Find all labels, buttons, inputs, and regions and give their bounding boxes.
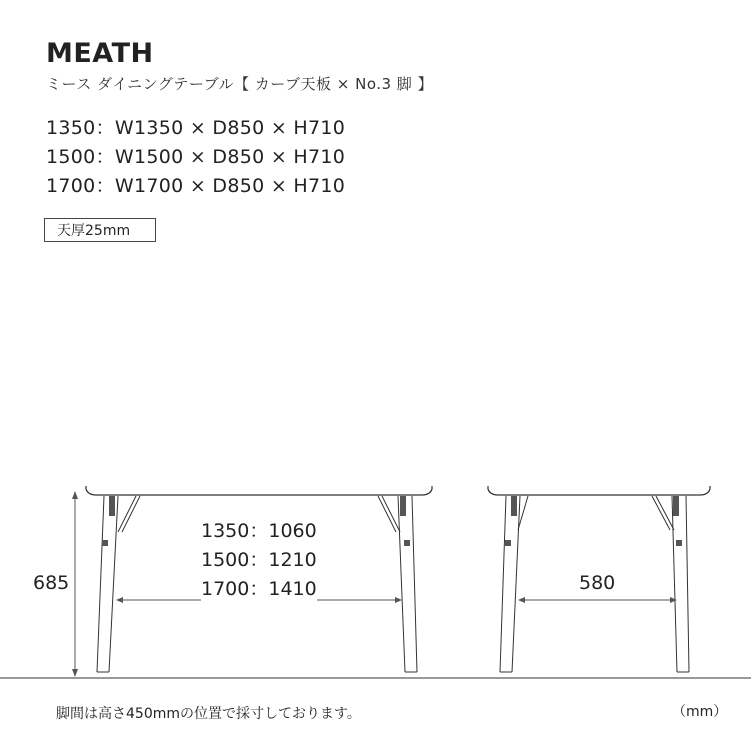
side-left-leg (500, 496, 528, 672)
height-dimension (72, 491, 78, 677)
unit-label: （mm） (672, 704, 728, 720)
side-tabletop (488, 486, 710, 495)
size-list (46, 114, 345, 201)
product-subtitle: ミース ダイニングテーブル【 カーブ天板 × No.3 脚 】 (46, 75, 434, 93)
side-right-leg (652, 496, 689, 672)
measurement-note: 脚間は高さ450mmの位置で採寸しております。 (56, 706, 361, 722)
front-span-value: 1500：1210 (201, 549, 317, 571)
front-span-value: 1700：1410 (201, 578, 317, 600)
side-span-label: 580 (579, 572, 616, 594)
front-span-value: 1350：1060 (201, 520, 317, 542)
size-line: 1700：W1700 × D850 × H710 (46, 175, 346, 197)
side-span-dimension (518, 597, 677, 603)
size-line: 1500：W1500 × D850 × H710 (46, 146, 346, 168)
product-title: MEATH (46, 38, 154, 69)
front-tabletop (86, 486, 432, 495)
front-span-values (201, 517, 317, 604)
top-thickness-badge: 天厚25mm (44, 218, 156, 242)
height-label: 685 (33, 572, 70, 594)
front-right-leg (378, 496, 417, 672)
front-left-leg (97, 496, 140, 672)
size-line: 1350：W1350 × D850 × H710 (46, 117, 346, 139)
